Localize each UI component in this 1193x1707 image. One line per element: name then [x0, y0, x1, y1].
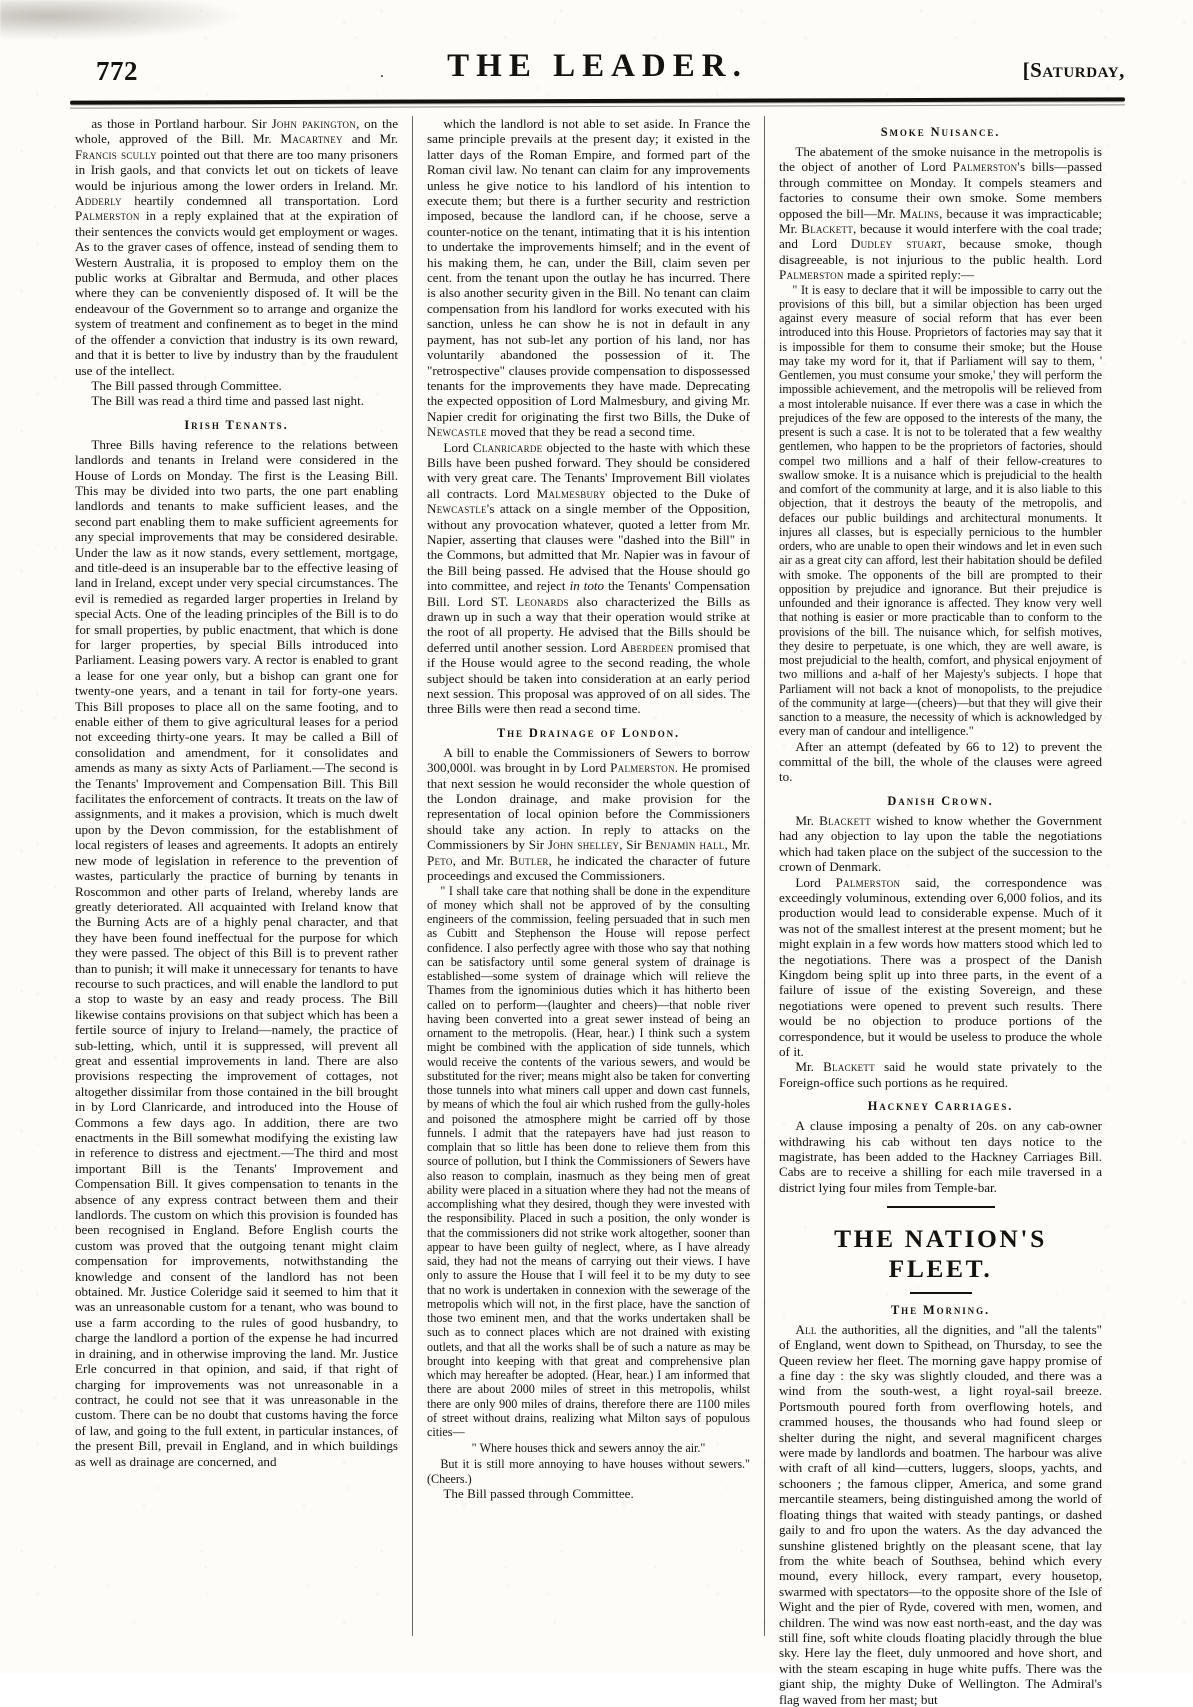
article-paragraph: Mr. Blackett said he would state privately to the Foreign-office such portions as he required. [779, 1059, 1102, 1090]
center-dot: . [380, 64, 384, 81]
column-divider-2 [764, 116, 765, 1636]
feature-headline: THE NATION'S FLEET. [834, 1224, 1047, 1284]
section-heading: Danish Crown. [887, 793, 994, 808]
column-3 [774, 116, 1107, 1707]
block-quote-continued: But it is still more annoying to have houses without sewers." (Cheers.) [427, 1457, 750, 1486]
section-heading: Irish Tenants. [184, 417, 289, 432]
column-grid [70, 116, 1125, 1707]
article-paragraph: A bill to enable the Commissioners of Sewers to borrow 300,000l. was brought in by Lord Palmerston. He promised that next session he would reconsider the whole question of the London drainage, and make provision for the representation of local opinion before the Commissioners should take any action. In reply to attacks on the Commissioners by Sir John shelley, Sir Benjamin hall, Mr. Peto, and Mr. Butler, he indicated the character of future proceedings and excused the Commissioners. [427, 744, 751, 884]
section-heading: The Drainage of London. [496, 725, 681, 740]
day-line: [Saturday, [1022, 58, 1125, 82]
article-paragraph: which the landlord is not able to set aside. In France the same principle prevails at the present day; it existed in the latter days of the Roman Empire, and formed part of the Roman civil law. No tenant can claim for any improvements unless he give notice to his landlord of his intention to execute them; but there is a further security and restriction imposed, because the landlord can, if he choose, serve a counter-notice on the tenant, intimating that it is his intention to undertake the improvements himself; and in the event of his making them, he can, under the Bill, claim seven per cent. from the tenant upon the outlay he has incurred. There is also another security given in the Bill. No tenant can claim compensation from his landlord for works executed with his sanction, unless he can show he is not in default in any payment, has not sub-let any portion of his land, nor has voluntarily abandoned the possession of it. The "retrospective" clauses provide compensation to dispossessed tenants for the improvements they have made. Deprecating the expected opposition of Lord Malmesbury, and giving Mr. Napier credit for originating the first two Bills, the Duke of Newcastle moved that they be read a second time. [427, 116, 750, 440]
block-quote: " It is easy to declare that it will be impossible to carry out the provisions of this bill, but a similar objection has been urged against every measure of social reform that has ever been introduced into this House. Proprietors of factories may say that it is impossible for them to consume their smoke; but the House may take my word for it, that if Parliament will say to them, ' Gentlemen, you must consume your smoke,' they will perform the impossible achievement, and the metropolis will be relieved from a most intolerable nuisance. If ever there was a case in which the prejudices of the few are opposed to the interests of the many, the present is such a case. It is not to be tolerated that a few wealthy gentlemen, who happen to be the proprietors of factories, should compel two millions and a half of their fellow-creatures to swallow smoke. It is a nuisance which is prejudicial to the health and comfort of the community at large, and it is also liable to this objection, that it destroys the beauty of the metropolis, and defaces our public buildings and architectural monuments. It injures all classes, but is especially pernicious to the humbler orders, who are unable to open their windows and let in even such air as a great city can afford, lest their habitation should be defiled with smoke. The opponents of the bill are prompted to their opposition by prejudice and ignorance. But their prejudice is unfounded and their ignorance is affected. They know very well that nothing is easier or more practicable than to conform to the provisions of the bill. The nuisance which, for selfish motives, they desire to perpetuate, is one which, they are well aware, is most prejudicial to the health, comfort, and physical enjoyment of two millions and a-half of her Majesty's subjects. I hope that Parliament will not back a knot of monopolists, to the prejudice of the community at large—(cheers)—but that they will give their sanction to a measure, the necessity of which is acknowledged by every man of candour and intelligence." [779, 282, 1102, 739]
article-paragraph: The Bill was read a third time and passed last night. [91, 393, 364, 409]
article-paragraph: All the authorities, all the dignities, and "all the talents" of England, went down to Spithead, on Thursday, to see the Queen review her fleet. The morning gave happy promise of a fine day : the sky was slightly clouded, and there was a wind from the south-west, a light royal-sail breeze. Portsmouth poured forth from overflowing hotels, and crammed houses, the thousands who had found sleep or shelter during the night, and several magnificent charges were made by landlords and boatmen. The harbour was alive with craft of all kind—cutters, luggers, sloops, yachts, and schooners ; the famous clipper, America, and some grand mercantile steamers, being distinguished among the world of floating things that waited with steady pantings, or dashed gaily to and fro upon the waters. As the day advanced the sunshine glistened brightly on the pleasant scene, that lay from the white beach of Southsea, behind which every mound, every hillock, every rampart, every housetop, swarmed with spectators—to the opposite shore of the Isle of Wight and the pier of Ryde, covered with men, women, and children. The wind was now east north-east, and the day was still fine, soft white clouds floating placidly through the blue sky. Here lay the fleet, duly unmoored and hove short, and with the steam escaping in huge white puffs. There was the giant ship, the mighty Duke of Wellington. The Admiral's flag waved from her mast; but [779, 1321, 1102, 1707]
article-paragraph: Three Bills having reference to the relations between landlords and tenants in Ireland were considered in the House of Lords on Monday. The first is the Leasing Bill. This may be divided into two parts, the one part enabling landlords and tenants to make sufficient leases, and the second part enabling them to make sufficient agreements for any special improvements that may be considered desirable. Under the law as it now stands, every settlement, mortgage, and title-deed is an insuperable bar to the effective leasing of land in Ireland, except under very special circumstances. The evil is remedied as regarded larger properties in Ireland by special Acts. One of the leading principles of the Bill is to do for small properties, by public enactment, that which is done for larger properties, by special Bills introduced into Parliament. Leasing powers vary. A rector is enabled to grant a lease for one year only, but a bishop can grant one for twenty-one years, and a tenant in tail for forty-one years. This Bill proposes to place all on the same footing, and to enable either of them to give agricultural leases for a period not exceeding thirty-one years. It may be called a Bill of consolidation and amendment, for it consolidates and amends as many as sixty Acts of Parliament.—The second is the Tenants' Improvement and Compensation Bill. This Bill facilitates the enforcement of contracts. It treats on the law of assignments, and it makes a provision, which is much dwelt upon by the Devon commission, for the establishment of local registers of leases and agreements. It adopts an entirely new mode of legislation in reference to the prevention of wastes, particularly the practice of burning by tenants in Roscommon and other parts of Ireland, whereby lands are greatly deteriorated. All acquainted with Ireland know that the Burning Acts are of a highly penal character, and that they have been found ineffectual for the purpose for which they were passed. The object of this Bill is to prevent rather than to punish; it will make it unnecessary for tenants to have recourse to such practices, and will enable the landlord to put a stop to waste by an easy and ready process. The Bill likewise contains provisions on that subject which has been a fertile source of injury to Ireland—namely, the practice of sub-letting, which, until it is suppressed, will prevent all great and essential improvements in land. There are also provisions respecting the improvement of cottages, not altogether dissimilar from those contained in the bill brought in by Lord Clanricarde, and introduced into the House of Commons a few days ago. In addition, there are two enactments in the Bill somewhat modifying the existing law in reference to distress and ejectment.—The third and most important Bill is the Tenants' Improvement and Compensation Bill. It gives compensation to tenants in the absence of any express contract between them and their landlords. The custom on which this provision is founded has been recognised in England. Before English courts the custom was proved that the outgoing tenant might claim compensation for improvements, notwithstanding the knowledge and consent of the landlord has not been obtained. Mr. Justice Coleridge said it seemed to him that it was an unreasonable custom for a tenant, who was bound to use a farm according to the rules of good husbandry, to charge the landlord a portion of the expense he had incurred in draining, and in otherwise improving the land. Mr. Justice Erle concurred in that opinion, and said, if that right of charging for improvements was not unreasonable in a contract, he could not see that it was unreasonable in the custom. There can be no doubt that customs having the force of law, and going to the full extent, in particular instances, of the present Bill, prevail in England, and in which buildings as well as drainage are concerned, and [75, 436, 398, 1469]
block-quote: " I shall take care that nothing shall be done in the expenditure of money which shall not be approved of by the consulting engineers of the commission, feeling persuaded that in such men as Cubitt and Stephenson the House will repose perfect confidence. I also perfectly agree with those who say that nothing can be satisfactory until some general system of drainage is established—some system of drainage which will relieve the Thames from the ignominious duties which it has hitherto been called on to perform—(laughter and cheers)—that noble river having been converted into a great sewer instead of being an ornament to the metropolis. (Hear, hear.) I think such a system might be combined with the application of side tunnels, which would receive the contents of the various sewers, and would be substituted for the river; means might also be taken for converting those tunnels into what miners call upper and down cast funnels, by means of which the foul air which rushed from the gully-holes and poisoned the atmosphere might be carried off by those funnels. I admit that the ratepayers have had just reason to complain that so little has been done to relieve them from this source of pollution, but I think the Commissioners of Sewers have also reason to complain, inasmuch as they being men of great ability were placed in a situation where they had not the means of accomplishing what they desired, though they were invested with the responsibility. Placed in such a position, the only wonder is that the commissioners did not strike work altogether, sooner than appear to have been guilty of neglect, where, as I have already said, they had not the means of carrying out their views. I have only to assure the House that I will feel it to be my duty to see that no work is undertaken in connexion with the sewerage of the metropolis which will not, in the first place, have the sanction of those two eminent men, and that the works undertaken shall be such as to connect places which are not drained with existing outlets, and that all the works shall be of such a nature as may be brought into keeping with that great and comprehensive plan which may hereafter be adopted. (Hear, hear.) I am informed that there are about 2000 miles of street in this metropolis, whilst there are only 900 miles of drains, therefore there are 1100 miles of street without drains, realizing what Milton says of populous cities— [427, 883, 750, 1439]
section-heading: Hackney Carriages. [867, 1099, 1014, 1114]
article-paragraph: Mr. Blackett wished to know whether the Government had any objection to lay upon the table the negotiations which had taken place on the subject of the succession to the crown of Denmark. [779, 812, 1103, 875]
section-heading: Smoke Nuisance. [880, 125, 1001, 139]
feature-divider [887, 1206, 995, 1208]
verse-quote: " Where houses thick and sewers annoy the air." [471, 1441, 706, 1456]
masthead [70, 42, 1125, 104]
page-number: 772 [96, 56, 138, 86]
article-paragraph: The abatement of the smoke nuisance in the metropolis is the object of another of Lord Palmerston's bills—passed through committee on Monday. It compels steamers and factories to consume their own smoke. Some members opposed the bill—Mr. Malins, because it was impracticable; Mr. Blackett, because it would interfere with the coal trade; and Lord Dudley stuart, because smoke, though disagreeable, is not injurious to the public health. Lord Palmerston made a spirited reply:— [779, 144, 1103, 283]
article-paragraph: as those in Portland harbour. Sir John pakington, on the whole, approved of the Bill. Mr. Macartney and Mr. Francis scully pointed out that there are too many prisoners in Irish gaols, and that convicts let out on tickets of leave would be injurious among the lower orders in Ireland. Mr. Adderly heartily condemned all transportation. Lord Palmerston in a reply explained that at the expiration of their sentences the convicts would get employment or wages. As to the graver cases of offence, instead of sending them to Western Australia, it is proposed to employ them on the public works at Gibraltar and Bermuda, and other places where they can be conveniently disposed of. It will be the endeavour of the Government so to arrange and organize the system of treatment and confinement as to beget in the mind of the offender a conviction that industry is its own reward, and that it is better to live by industry than by the fraudulent use of the intellect. [75, 116, 399, 378]
article-paragraph: After an attempt (defeated by 66 to 12) to prevent the committal of the bill, the whole of the clauses were agreed to. [779, 738, 1102, 785]
article-paragraph: Lord Palmerston said, the correspondence was exceedingly voluminous, extending over 6,000 folios, and its production would lead to considerable expense. Much of it was not of the smallest interest at the present moment; but he might explain in a few words how matters stood which led to the negotiations. There was a prospect of the Danish Kingdom being split up into three parts, in the event of a failure of issue of the existing Sovereign, and these negotiations were opened to prevent such results. There would be no objection to produce portions of the correspondence, but it would be useless to produce the whole of it. [779, 874, 1103, 1059]
column-1 [70, 116, 403, 1636]
article-paragraph: The Bill passed through Committee. [91, 377, 282, 393]
masthead-rule-secondary [70, 104, 1125, 108]
article-paragraph: A clause imposing a penalty of 20s. on any cab-owner withdrawing his cab without ten days notice to the magistrate, has been added to the Hackney Carriages Bill. Cabs are to receive a shilling for each mile traversed in a district lying four miles from Temple-bar. [779, 1118, 1102, 1195]
article-paragraph: Lord Clanricarde objected to the haste with which these Bills have been pushed forward. They should be considered with very great care. The Tenants' Improvement Bill violates all contracts. Lord Malmesbury objected to the Duke of Newcastle's attack on a single member of the Opposition, without any provocation whatever, quoted a letter from Mr. Napier, asserting that clauses were "dashed into the Bill" in the Commons, but admitted that Mr. Napier was in favour of the Bill being passed. He advised that the House should go into committee, and reject in toto the Tenants' Compensation Bill. Lord ST. Leonards also characterized the Bills as drawn up in such a way that their operation would strike at the root of all property. He advised that the Bills should be deferred until another session. Lord Aberdeen promised that if the House would agree to the second reading, the whole subject should be taken into consideration at an early period next session. This proposal was approved of on all sides. The three Bills were then read a second time. [427, 439, 751, 717]
column-divider-1 [412, 116, 413, 1636]
section-heading: The Morning. [891, 1302, 990, 1317]
paper-title: THE LEADER. [447, 48, 748, 84]
feature-subdivider [910, 1292, 972, 1294]
article-paragraph: The Bill passed through Committee. [443, 1485, 634, 1501]
column-2 [422, 116, 755, 1636]
